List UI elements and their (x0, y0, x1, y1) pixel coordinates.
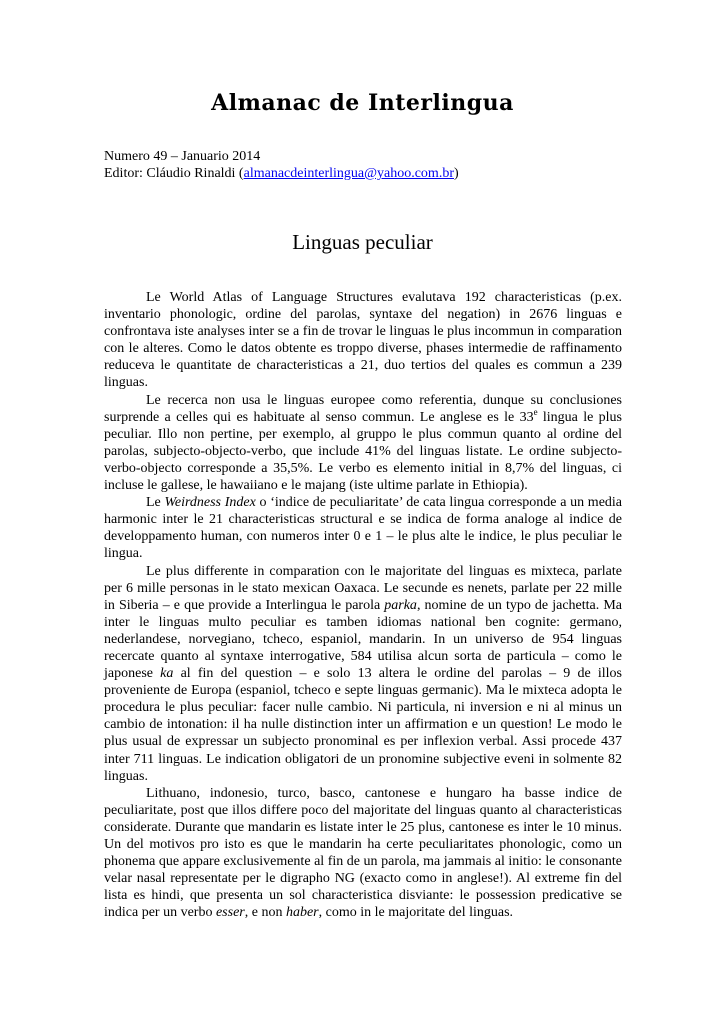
p5-italic-haber: haber (285, 905, 319, 921)
editor-email-link[interactable]: almanacdeinterlingua@yahoo.com.br (243, 166, 454, 181)
paragraph-5 (104, 785, 622, 922)
p4-italic-ka: ka (160, 666, 174, 682)
p2-text-b: lingua le plus peculiar. Illo non pertine, per exemplo, al gruppo le plus commun quanto al ordine del parolas, subjecto-objecto-verbo, que include 41% del linguas listate. Le ordine subjecto-verbo-objecto corresponde a 35,5%. Le verbo es elemento initial in 8,7% del linguas, ci incluse le gallese, le hawaiiano e le majang (iste ultime parlate in Ethiopia). (104, 409, 622, 494)
p4-text-c: al fin del question – e solo 13 altera le ordine del parolas – 9 de illos proveniente de Europa (espaniol, tcheco e septe linguas germanic). Ma le mixteca adopta le procedura le plus peculiar: facer nulle cambio. Ni particula, ni inversion e ni al minus un cambio de intonation: il ha nulle distinction inter un affirmation e un question! Le modo le plus usual de expressar un subjecto pronominal es per inflexion verbal. Assi procede 437 inter 711 linguas. Le indication obligatori de un pronomine subjective eveni in solmente 82 linguas. (104, 666, 622, 784)
issue-line: Numero 49 – Januario 2014 (104, 149, 261, 164)
p5-text-a: Lithuano, indonesio, turco, basco, cantonese e hungaro ha basse indice de peculiaritate, post que illos differe poco del majoritate del linguas quanto al characteristicas considerate. Durante que mandarin es listate inter le 25 plus, cantonese es inter le 10 minus. Un del motivos pro isto es que le mandarin ha certe peculiaritates phonologic, como un phonema que appare exclusivemente al fin de un parola, ma jammais al initio: le consonante velar nasal representate per le digrapho NG (exacto como in anglese!). Al extreme fin del lista es hindi, que presenta un sol characteristica disviante: le possession predicative se indica per un verbo (104, 785, 622, 921)
p4-text-a: Le plus differente in comparation con le majoritate del linguas es mixteca, parlate per 6 mille personas in le stato mexican Oaxaca. Le secunde es nenets, parlate per 22 mille in Siberia – e que provide a Interlingua le parola (104, 563, 622, 613)
editor-prefix: Editor: Cláudio Rinaldi ( (104, 166, 244, 181)
issue-meta (104, 148, 459, 182)
p4-text-b: , nomine de un typo de jachetta. Ma inter le linguas multo peculiar es tamben idiomas national ben cognite: germano, nederlandese, norvegiano, tcheco, espaniol, mandarin. In un universo de 954 linguas recercate quanto al syntaxe interrogative, 584 utilisa alcun sorta de particula – como le japonese (104, 597, 622, 682)
p5-text-b: , e non (244, 905, 286, 921)
article-title: Linguas peculiar (292, 230, 433, 254)
article-body (104, 289, 622, 921)
p2-text-a: Le recerca non usa le linguas europee como referentia, dunque su conclusiones surprende a celles qui es habituate al senso commun. Le anglese es le 33 (104, 392, 622, 425)
p4-italic-parka: parka (384, 597, 417, 613)
paragraph-1: Le World Atlas of Language Structures evalutava 192 characteristicas (p.ex. inventario phonologic, ordine del parolas, syntaxe del negation) in 2676 linguas e confrontava iste analyses inter se a fin de trovar le linguas le plus incommun in comparation con le alteres. Como le datos obtente es troppo diverse, phases intermedie de raffinamento reduceva le quantitate de characteristicas a 21, duo tertios del quales es commun a 239 linguas. (104, 290, 622, 391)
editor-line (104, 165, 459, 182)
paragraph-2 (104, 392, 622, 495)
paragraph-3 (104, 494, 622, 562)
editor-suffix: ) (453, 166, 459, 181)
masthead-title: Almanac de Interlingua (211, 90, 514, 116)
p2-superscript: e (533, 406, 538, 417)
p3-italic-term: Weirdness Index (164, 495, 256, 511)
paragraph-4 (104, 563, 622, 785)
p5-text-c: , como in le majoritate del linguas. (318, 905, 514, 921)
p3-text-b: o ‘indice de peculiaritate’ de cata lingua corresponde a un media harmonic inter le 21 characteristicas structural e se indica de forma analoge al indice de developpamento human, con numeros inter 0 e 1 – le plus alte le indice, le plus peculiar le lingua. (104, 495, 623, 562)
p3-text-a: Le (146, 495, 165, 511)
p5-italic-esser: esser (215, 905, 245, 921)
